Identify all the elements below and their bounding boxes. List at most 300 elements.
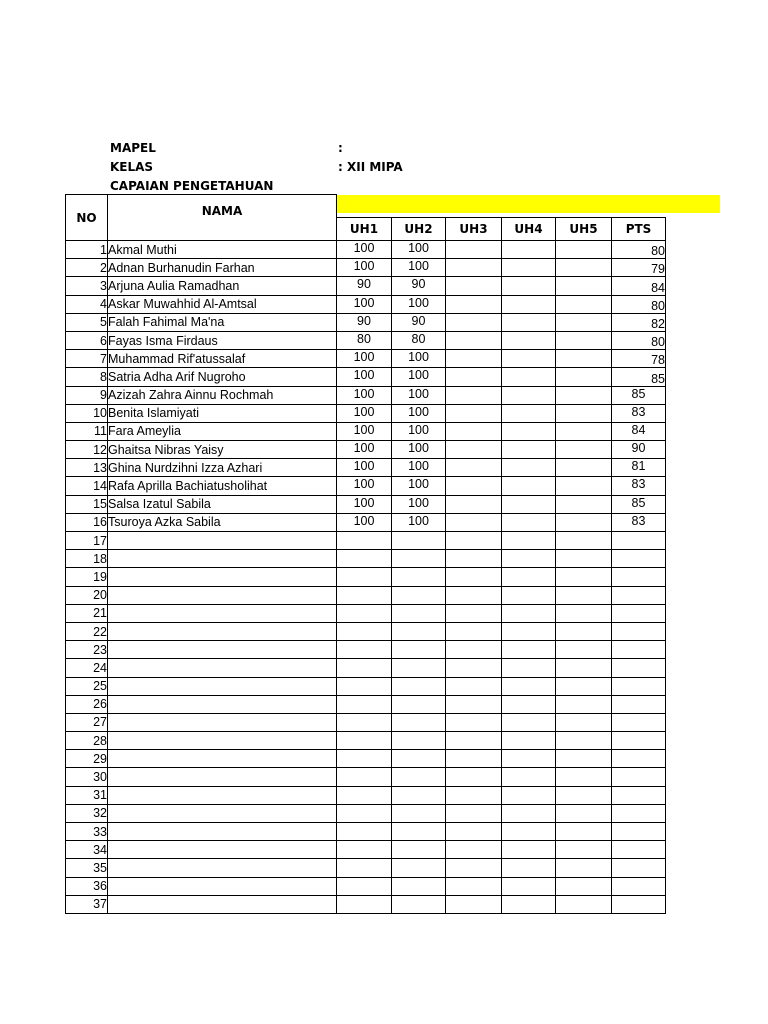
table-row [66, 586, 666, 604]
student-name [108, 568, 337, 586]
uh4-score [502, 277, 556, 295]
row-number: 1 [66, 241, 108, 259]
uh1-score: 100 [337, 350, 392, 368]
student-name: Fara Ameylia [108, 422, 337, 440]
uh1-score [337, 804, 392, 822]
row-number: 10 [66, 404, 108, 422]
row-number: 36 [66, 877, 108, 895]
pts-score: 84 [612, 422, 666, 440]
row-number: 27 [66, 713, 108, 731]
row-number: 19 [66, 568, 108, 586]
row-number: 16 [66, 513, 108, 531]
col-nama-header: NAMA [108, 195, 337, 241]
uh3-score [446, 459, 502, 477]
table-row [66, 568, 666, 586]
uh3-score [446, 659, 502, 677]
uh2-score: 100 [392, 459, 446, 477]
table-row [66, 441, 666, 459]
table-row [66, 786, 666, 804]
pts-score: 79 [612, 259, 666, 277]
col-uh1-header: UH1 [337, 217, 392, 240]
pts-score: 82 [612, 313, 666, 331]
student-name [108, 841, 337, 859]
uh2-score: 100 [392, 386, 446, 404]
row-number: 15 [66, 495, 108, 513]
uh4-score [502, 732, 556, 750]
uh2-score [392, 786, 446, 804]
uh2-score [392, 677, 446, 695]
table-row [66, 495, 666, 513]
uh5-score [556, 277, 612, 295]
pts-score [612, 750, 666, 768]
pts-score: 84 [612, 277, 666, 295]
uh2-score [392, 823, 446, 841]
uh4-score [502, 713, 556, 731]
student-name [108, 713, 337, 731]
uh1-score: 100 [337, 368, 392, 386]
student-name: Akmal Muthi [108, 241, 337, 259]
student-name: Adnan Burhanudin Farhan [108, 259, 337, 277]
uh3-score [446, 568, 502, 586]
row-number: 22 [66, 622, 108, 640]
col-uh4-header: UH4 [502, 217, 556, 240]
student-name: Tsuroya Azka Sabila [108, 513, 337, 531]
row-number: 21 [66, 604, 108, 622]
uh3-score [446, 586, 502, 604]
student-name: Benita Islamiyati [108, 404, 337, 422]
table-row [66, 622, 666, 640]
uh2-score [392, 841, 446, 859]
col-no-header: NO [66, 195, 108, 241]
uh1-score: 100 [337, 422, 392, 440]
uh1-score [337, 695, 392, 713]
row-number: 25 [66, 677, 108, 695]
row-number: 12 [66, 441, 108, 459]
student-name [108, 786, 337, 804]
uh5-score [556, 750, 612, 768]
pts-score [612, 550, 666, 568]
uh1-score [337, 713, 392, 731]
uh5-score [556, 568, 612, 586]
uh4-score [502, 386, 556, 404]
uh5-score [556, 350, 612, 368]
uh5-score [556, 877, 612, 895]
uh3-score [446, 277, 502, 295]
student-name: Azizah Zahra Ainnu Rochmah [108, 386, 337, 404]
uh1-score [337, 677, 392, 695]
uh1-score [337, 568, 392, 586]
pts-score [612, 622, 666, 640]
uh2-score: 100 [392, 350, 446, 368]
uh4-score [502, 823, 556, 841]
uh3-score [446, 677, 502, 695]
student-name [108, 586, 337, 604]
uh1-score: 100 [337, 241, 392, 259]
row-number: 3 [66, 277, 108, 295]
col-pts-header: PTS [612, 217, 666, 240]
pts-score [612, 713, 666, 731]
table-row [66, 532, 666, 550]
uh4-score [502, 877, 556, 895]
pts-score [612, 786, 666, 804]
mapel-label: MAPEL [110, 141, 156, 155]
uh2-score [392, 641, 446, 659]
table-row [66, 732, 666, 750]
table-row [66, 641, 666, 659]
row-number: 35 [66, 859, 108, 877]
student-name [108, 823, 337, 841]
row-number: 24 [66, 659, 108, 677]
row-number: 6 [66, 331, 108, 349]
uh4-score [502, 495, 556, 513]
table-row [66, 550, 666, 568]
kelas-value: : XII MIPA [338, 160, 403, 174]
uh2-score [392, 550, 446, 568]
uh2-score: 80 [392, 331, 446, 349]
uh1-score: 100 [337, 441, 392, 459]
row-number: 14 [66, 477, 108, 495]
uh4-score [502, 313, 556, 331]
uh5-score [556, 313, 612, 331]
uh4-score [502, 441, 556, 459]
uh2-score: 100 [392, 259, 446, 277]
row-number: 28 [66, 732, 108, 750]
uh1-score [337, 641, 392, 659]
table-row [66, 241, 666, 259]
pts-score [612, 677, 666, 695]
uh3-score [446, 441, 502, 459]
uh5-score [556, 422, 612, 440]
uh1-score [337, 895, 392, 913]
uh5-score [556, 841, 612, 859]
uh3-score [446, 841, 502, 859]
pts-score [612, 604, 666, 622]
uh5-score [556, 477, 612, 495]
table-row [66, 877, 666, 895]
uh1-score: 90 [337, 277, 392, 295]
uh2-score [392, 804, 446, 822]
pts-score [612, 568, 666, 586]
uh1-score [337, 750, 392, 768]
uh3-score [446, 350, 502, 368]
uh1-score: 100 [337, 386, 392, 404]
row-number: 11 [66, 422, 108, 440]
pts-score [612, 823, 666, 841]
pts-score: 80 [612, 241, 666, 259]
uh1-score [337, 823, 392, 841]
uh2-score [392, 732, 446, 750]
uh2-score: 100 [392, 368, 446, 386]
row-number: 23 [66, 641, 108, 659]
row-number: 5 [66, 313, 108, 331]
table-row [66, 277, 666, 295]
student-name [108, 895, 337, 913]
uh2-score [392, 695, 446, 713]
uh3-score [446, 404, 502, 422]
uh5-score [556, 241, 612, 259]
student-name: Ghina Nurdzihni Izza Azhari [108, 459, 337, 477]
uh4-score [502, 786, 556, 804]
uh4-score [502, 404, 556, 422]
uh5-score [556, 677, 612, 695]
table-row [66, 713, 666, 731]
uh4-score [502, 768, 556, 786]
uh5-score [556, 695, 612, 713]
uh4-score [502, 695, 556, 713]
student-name [108, 750, 337, 768]
table-row [66, 859, 666, 877]
uh4-score [502, 513, 556, 531]
student-name [108, 804, 337, 822]
table-row [66, 259, 666, 277]
uh2-score: 90 [392, 313, 446, 331]
student-name: Salsa Izatul Sabila [108, 495, 337, 513]
uh3-score [446, 241, 502, 259]
pts-score [612, 841, 666, 859]
kelas-label: KELAS [110, 160, 154, 174]
uh4-score [502, 641, 556, 659]
student-name [108, 641, 337, 659]
uh5-score [556, 713, 612, 731]
uh3-score [446, 513, 502, 531]
table-row [66, 368, 666, 386]
uh3-score [446, 532, 502, 550]
student-name: Falah Fahimal Ma'na [108, 313, 337, 331]
pts-score: 80 [612, 331, 666, 349]
student-name [108, 695, 337, 713]
table-row [66, 313, 666, 331]
pts-score [612, 877, 666, 895]
uh2-score [392, 568, 446, 586]
student-name [108, 768, 337, 786]
uh3-score [446, 604, 502, 622]
uh5-score [556, 859, 612, 877]
table-row [66, 422, 666, 440]
mapel-colon: : [338, 141, 343, 155]
header-spacer [337, 195, 666, 218]
uh4-score [502, 604, 556, 622]
pts-score: 83 [612, 477, 666, 495]
row-number: 32 [66, 804, 108, 822]
table-row [66, 768, 666, 786]
pts-score [612, 859, 666, 877]
pts-score [612, 768, 666, 786]
uh4-score [502, 422, 556, 440]
uh3-score [446, 368, 502, 386]
uh4-score [502, 750, 556, 768]
uh1-score [337, 768, 392, 786]
uh1-score [337, 550, 392, 568]
row-number: 20 [66, 586, 108, 604]
uh4-score [502, 895, 556, 913]
uh5-score [556, 368, 612, 386]
uh5-score [556, 550, 612, 568]
uh1-score [337, 786, 392, 804]
capaian-label: CAPAIAN PENGETAHUAN [110, 179, 274, 193]
grade-table [65, 194, 666, 914]
uh4-score [502, 659, 556, 677]
uh1-score [337, 604, 392, 622]
uh5-score [556, 768, 612, 786]
row-number: 9 [66, 386, 108, 404]
student-name [108, 550, 337, 568]
uh2-score: 100 [392, 422, 446, 440]
uh4-score [502, 459, 556, 477]
uh4-score [502, 241, 556, 259]
uh3-score [446, 295, 502, 313]
pts-score [612, 532, 666, 550]
uh5-score [556, 495, 612, 513]
uh4-score [502, 677, 556, 695]
uh1-score: 100 [337, 513, 392, 531]
table-row [66, 750, 666, 768]
row-number: 4 [66, 295, 108, 313]
uh1-score [337, 659, 392, 677]
row-number: 29 [66, 750, 108, 768]
uh5-score [556, 532, 612, 550]
table-row [66, 677, 666, 695]
pts-score: 83 [612, 404, 666, 422]
uh1-score: 100 [337, 404, 392, 422]
pts-score [612, 732, 666, 750]
table-row [66, 331, 666, 349]
pts-score: 80 [612, 295, 666, 313]
uh2-score [392, 877, 446, 895]
table-row [66, 350, 666, 368]
uh4-score [502, 368, 556, 386]
uh4-score [502, 859, 556, 877]
uh3-score [446, 313, 502, 331]
col-uh5-header: UH5 [556, 217, 612, 240]
uh1-score: 80 [337, 331, 392, 349]
uh5-score [556, 404, 612, 422]
student-name [108, 604, 337, 622]
uh2-score: 90 [392, 277, 446, 295]
uh2-score: 100 [392, 404, 446, 422]
pts-score: 83 [612, 513, 666, 531]
pts-score [612, 895, 666, 913]
uh2-score [392, 768, 446, 786]
uh1-score: 100 [337, 495, 392, 513]
student-name: Muhammad Rif'atussalaf [108, 350, 337, 368]
pts-score: 85 [612, 368, 666, 386]
uh5-score [556, 604, 612, 622]
uh4-score [502, 804, 556, 822]
row-number: 8 [66, 368, 108, 386]
uh3-score [446, 386, 502, 404]
uh5-score [556, 586, 612, 604]
uh3-score [446, 422, 502, 440]
uh1-score: 100 [337, 259, 392, 277]
col-uh3-header: UH3 [446, 217, 502, 240]
uh2-score [392, 713, 446, 731]
row-number: 18 [66, 550, 108, 568]
student-name [108, 732, 337, 750]
uh1-score: 100 [337, 477, 392, 495]
uh5-score [556, 732, 612, 750]
uh3-score [446, 477, 502, 495]
student-name: Ghaitsa Nibras Yaisy [108, 441, 337, 459]
uh2-score [392, 859, 446, 877]
student-name: Rafa Aprilla Bachiatusholihat [108, 477, 337, 495]
row-number: 17 [66, 532, 108, 550]
table-row [66, 459, 666, 477]
uh5-score [556, 459, 612, 477]
table-row [66, 659, 666, 677]
table-row [66, 804, 666, 822]
uh3-score [446, 895, 502, 913]
table-row [66, 895, 666, 913]
uh5-score [556, 259, 612, 277]
student-name: Satria Adha Arif Nugroho [108, 368, 337, 386]
table-row [66, 513, 666, 531]
uh3-score [446, 495, 502, 513]
uh4-score [502, 350, 556, 368]
uh4-score [502, 331, 556, 349]
uh5-score [556, 295, 612, 313]
pts-score: 85 [612, 386, 666, 404]
uh3-score [446, 877, 502, 895]
uh1-score [337, 877, 392, 895]
student-name [108, 859, 337, 877]
table-row [66, 295, 666, 313]
uh3-score [446, 804, 502, 822]
student-name [108, 622, 337, 640]
uh1-score: 100 [337, 295, 392, 313]
uh1-score [337, 622, 392, 640]
uh3-score [446, 622, 502, 640]
table-row [66, 477, 666, 495]
table-row [66, 404, 666, 422]
uh3-score [446, 750, 502, 768]
uh3-score [446, 695, 502, 713]
uh3-score [446, 859, 502, 877]
uh5-score [556, 386, 612, 404]
uh1-score [337, 859, 392, 877]
student-name [108, 532, 337, 550]
uh5-score [556, 804, 612, 822]
uh4-score [502, 586, 556, 604]
uh4-score [502, 532, 556, 550]
row-number: 34 [66, 841, 108, 859]
pts-score: 90 [612, 441, 666, 459]
pts-score [612, 804, 666, 822]
uh1-score: 100 [337, 459, 392, 477]
pts-score [612, 659, 666, 677]
uh5-score [556, 441, 612, 459]
uh5-score [556, 895, 612, 913]
pts-score: 78 [612, 350, 666, 368]
uh2-score: 100 [392, 295, 446, 313]
uh2-score [392, 895, 446, 913]
uh2-score: 100 [392, 441, 446, 459]
uh4-score [502, 568, 556, 586]
uh4-score [502, 622, 556, 640]
pts-score [612, 695, 666, 713]
student-name: Arjuna Aulia Ramadhan [108, 277, 337, 295]
uh1-score [337, 841, 392, 859]
uh1-score: 90 [337, 313, 392, 331]
uh1-score [337, 586, 392, 604]
uh4-score [502, 477, 556, 495]
uh3-score [446, 641, 502, 659]
uh3-score [446, 768, 502, 786]
uh2-score [392, 750, 446, 768]
student-name [108, 877, 337, 895]
pts-score: 85 [612, 495, 666, 513]
col-uh2-header: UH2 [392, 217, 446, 240]
row-number: 7 [66, 350, 108, 368]
